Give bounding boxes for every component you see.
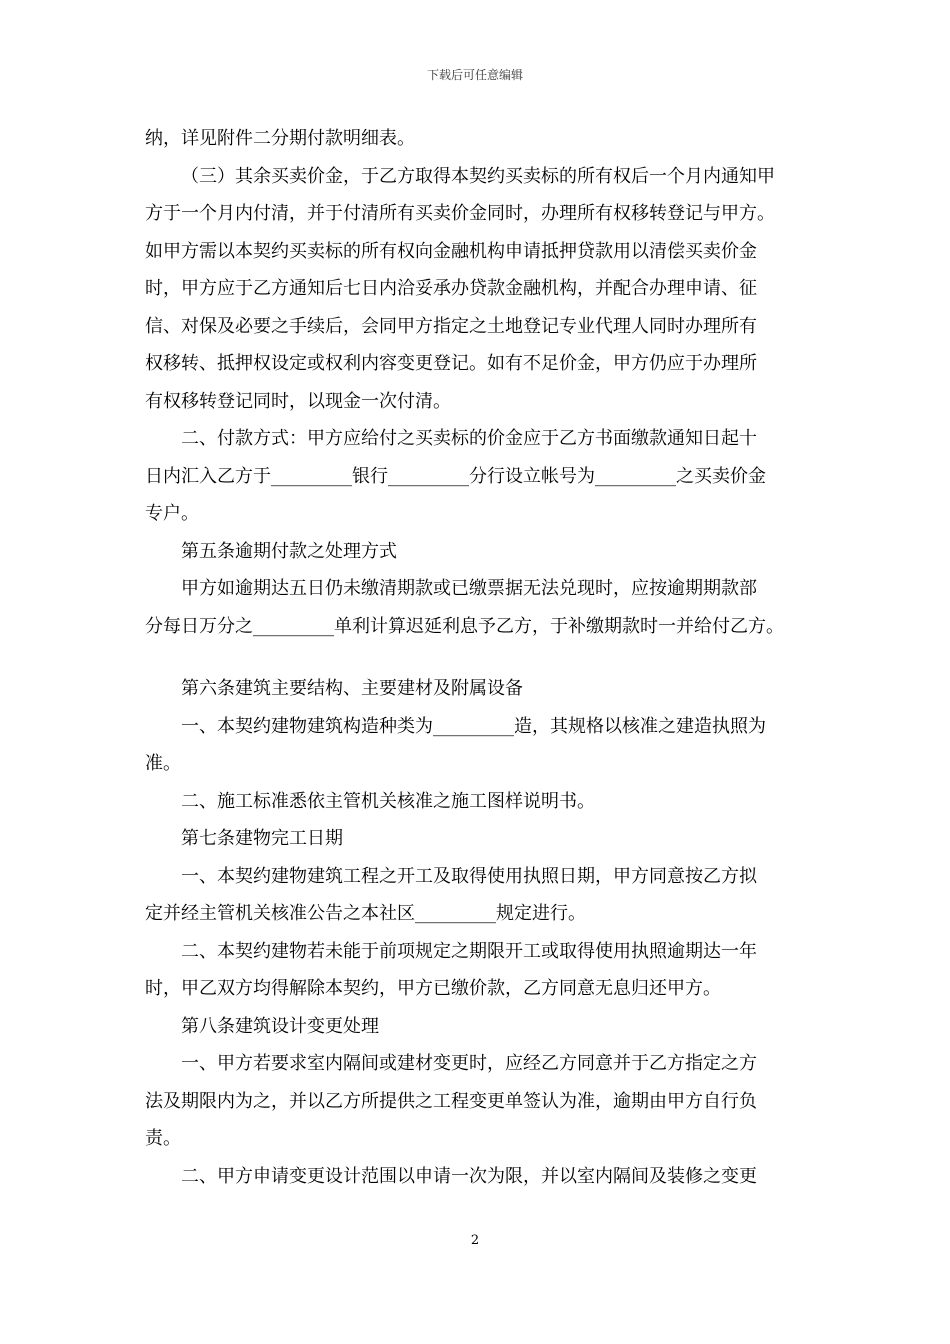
section-heading: 第七条建物完工日期 bbox=[181, 828, 343, 849]
text-line: 方于一个月内付清，并于付清所有买卖价金同时，办理所有权移转登记与甲方。 bbox=[145, 203, 775, 224]
text-line: 法及期限内为之，并以乙方所提供之工程变更单签认为准，逾期由甲方自行负 bbox=[145, 1090, 757, 1112]
text-line: 日内汇入乙方于_________银行_________分行设立帐号为_________之买卖价金 bbox=[145, 465, 766, 487]
text-line: 二、甲方申请变更设计范围以申请一次为限，并以室内隔间及装修之变更 bbox=[181, 1165, 757, 1187]
text-line: 分每日万分之_________单利计算迟延利息予乙方，于补缴期款时一并给付乙方。 bbox=[145, 615, 784, 637]
page-number: 2 bbox=[470, 1233, 480, 1248]
text-line: 准。 bbox=[145, 753, 181, 774]
section-heading: 第六条建筑主要结构、主要建材及附属设备 bbox=[181, 678, 523, 699]
text-line: 责。 bbox=[145, 1128, 181, 1149]
document-body bbox=[145, 120, 810, 1195]
text-line: 一、本契约建物建筑工程之开工及取得使用执照日期，甲方同意按乙方拟 bbox=[181, 865, 757, 887]
text-line: 定并经主管机关核准公告之本社区_________规定进行。 bbox=[145, 903, 586, 924]
section-heading: 第八条建筑设计变更处理 bbox=[181, 1015, 379, 1037]
text-line: 时，甲乙双方均得解除本契约，甲方已缴价款，乙方同意无息归还甲方。 bbox=[145, 978, 721, 999]
text-line: 有权移转登记同时，以现金一次付清。 bbox=[145, 390, 451, 412]
text-line: 如甲方需以本契约买卖标的所有权向金融机构申请抵押贷款用以清偿买卖价金 bbox=[145, 240, 757, 262]
text-line: 二、施工标准悉依主管机关核准之施工图样说明书。 bbox=[181, 790, 595, 812]
page-header: 下载后可任意编辑 bbox=[426, 68, 523, 82]
paragraph-gap bbox=[145, 645, 810, 670]
text-line: 信、对保及必要之手续后，会同甲方指定之土地登记专业代理人同时办理所有 bbox=[145, 315, 757, 337]
text-line: 时，甲方应于乙方通知后七日内洽妥承办贷款金融机构，并配合办理申请、征 bbox=[145, 278, 757, 299]
text-line: 一、甲方若要求室内隔间或建材变更时，应经乙方同意并于乙方指定之方 bbox=[181, 1053, 757, 1074]
text-line: 甲方如逾期达五日仍未缴清期款或已缴票据无法兑现时，应按逾期期款部 bbox=[181, 578, 757, 599]
text-line: 二、付款方式：甲方应给付之买卖标的价金应于乙方书面缴款通知日起十 bbox=[181, 428, 757, 449]
section-heading: 第五条逾期付款之处理方式 bbox=[181, 540, 397, 562]
text-line: 专户。 bbox=[145, 503, 199, 524]
text-line: （三）其余买卖价金，于乙方取得本契约买卖标的所有权后一个月内通知甲 bbox=[181, 165, 775, 187]
text-line: 二、本契约建物若未能于前项规定之期限开工或取得使用执照逾期达一年 bbox=[181, 940, 757, 962]
text-line: 权移转、抵押权设定或权利内容变更登记。如有不足价金，甲方仍应于办理所 bbox=[145, 353, 757, 374]
text-line: 纳，详见附件二分期付款明细表。 bbox=[145, 128, 415, 149]
text-line: 一、本契约建物建筑构造种类为_________造，其规格以核准之建造执照为 bbox=[181, 715, 766, 737]
